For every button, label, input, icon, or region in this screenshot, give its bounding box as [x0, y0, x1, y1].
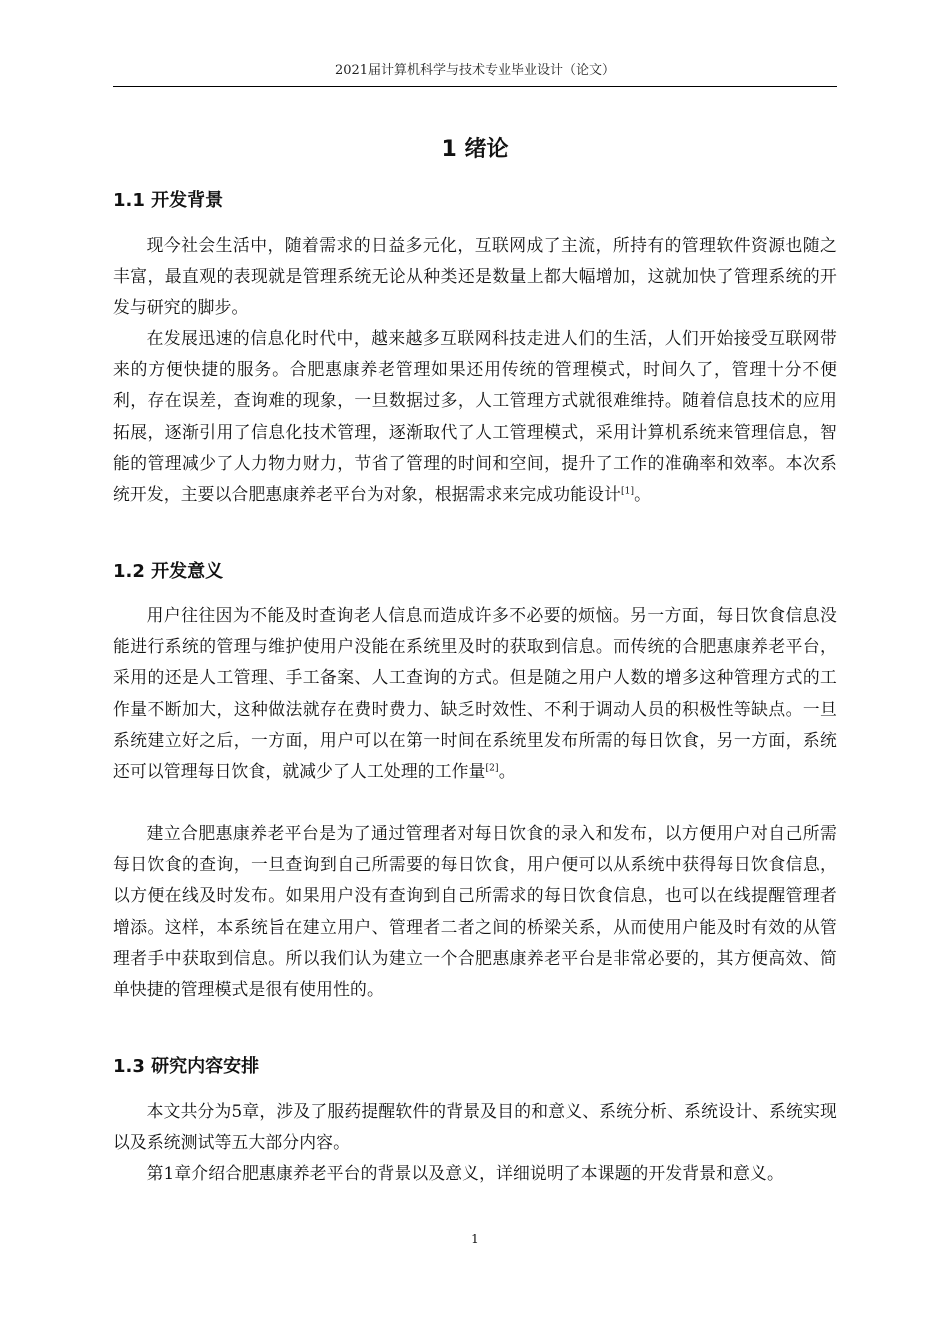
running-header: 2021届计算机科学与技术专业毕业设计（论文）	[334, 63, 616, 78]
citation: [2]	[485, 763, 499, 774]
section-heading-background: 1.1 开发背景	[113, 190, 224, 211]
section-heading-content-arrangement: 1.3 研究内容安排	[113, 1056, 260, 1077]
header-rule	[113, 86, 837, 87]
paragraph: 用户往往因为不能及时查询老人信息而造成许多不必要的烦恼。另一方面，每日饮食信息没能进行系统的管理与维护使用户没能在系统里及时的获取到信息。而传统的合肥惠康养老平台，采用的还是人工管理、手工备案、人工查询的方式。但是随之用户人数的增多这种管理方式的工作量不断加大，这种做法就存在费时费力、缺乏时效性、不利于调动人员的积极性等缺点。一旦系统建立好之后，一方面，用户可以在第一时间在系统里发布所需的每日饮食，另一方面，系统还可以管理每日饮食，就减少了人工处理的工作量[2]。	[113, 605, 837, 782]
paragraph: 第1章介绍合肥惠康养老平台的背景以及意义，详细说明了本课题的开发背景和意义。	[146, 1163, 784, 1183]
citation: [1]	[620, 486, 635, 497]
paragraph: 建立合肥惠康养老平台是为了通过管理者对每日饮食的录入和发布，以方便用户对自己所需每日饮食的查询，一旦查询到自己所需要的每日饮食，用户便可以从系统中获得每日饮食信息，以方便在线及时发布。如果用户没有查询到自己所需求的每日饮食信息，也可以在线提醒管理者增添。这样，本系统旨在建立用户、管理者二者之间的桥梁关系，从而使用户能及时有效的从管理者手中获取到信息。所以我们认为建立一个合肥惠康养老平台是非常必要的，其方便高效、简单快捷的管理模式是很有使用性的。	[113, 823, 837, 1000]
page-number: 1	[471, 1232, 479, 1246]
paragraph: 在发展迅速的信息化时代中，越来越多互联网科技走进人们的生活，人们开始接受互联网带来的方便快捷的服务。合肥惠康养老管理如果还用传统的管理模式，时间久了，管理十分不便利，存在误差，查询难的现象，一旦数据过多，人工管理方式就很难维持。随着信息技术的应用拓展，逐渐引用了信息化技术管理，逐渐取代了人工管理模式，采用计算机系统来管理信息，智能的管理减少了人力物力财力，节省了管理的时间和空间，提升了工作的准确率和效率。本次系统开发，主要以合肥惠康养老平台为对象，根据需求来完成功能设计[1]。	[113, 328, 837, 505]
paragraph: 本文共分为5章，涉及了服药提醒软件的背景及目的和意义、系统分析、系统设计、系统实现以及系统测试等五大部分内容。	[113, 1101, 837, 1153]
paragraph: 现今社会生活中，随着需求的日益多元化，互联网成了主流，所持有的管理软件资源也随之丰富，最直观的表现就是管理系统无论从种类还是数量上都大幅增加，这就加快了管理系统的开发与研究的脚步。	[113, 235, 837, 318]
section-heading-significance: 1.2 开发意义	[113, 561, 224, 582]
chapter-title: 1 绪论	[441, 137, 509, 162]
